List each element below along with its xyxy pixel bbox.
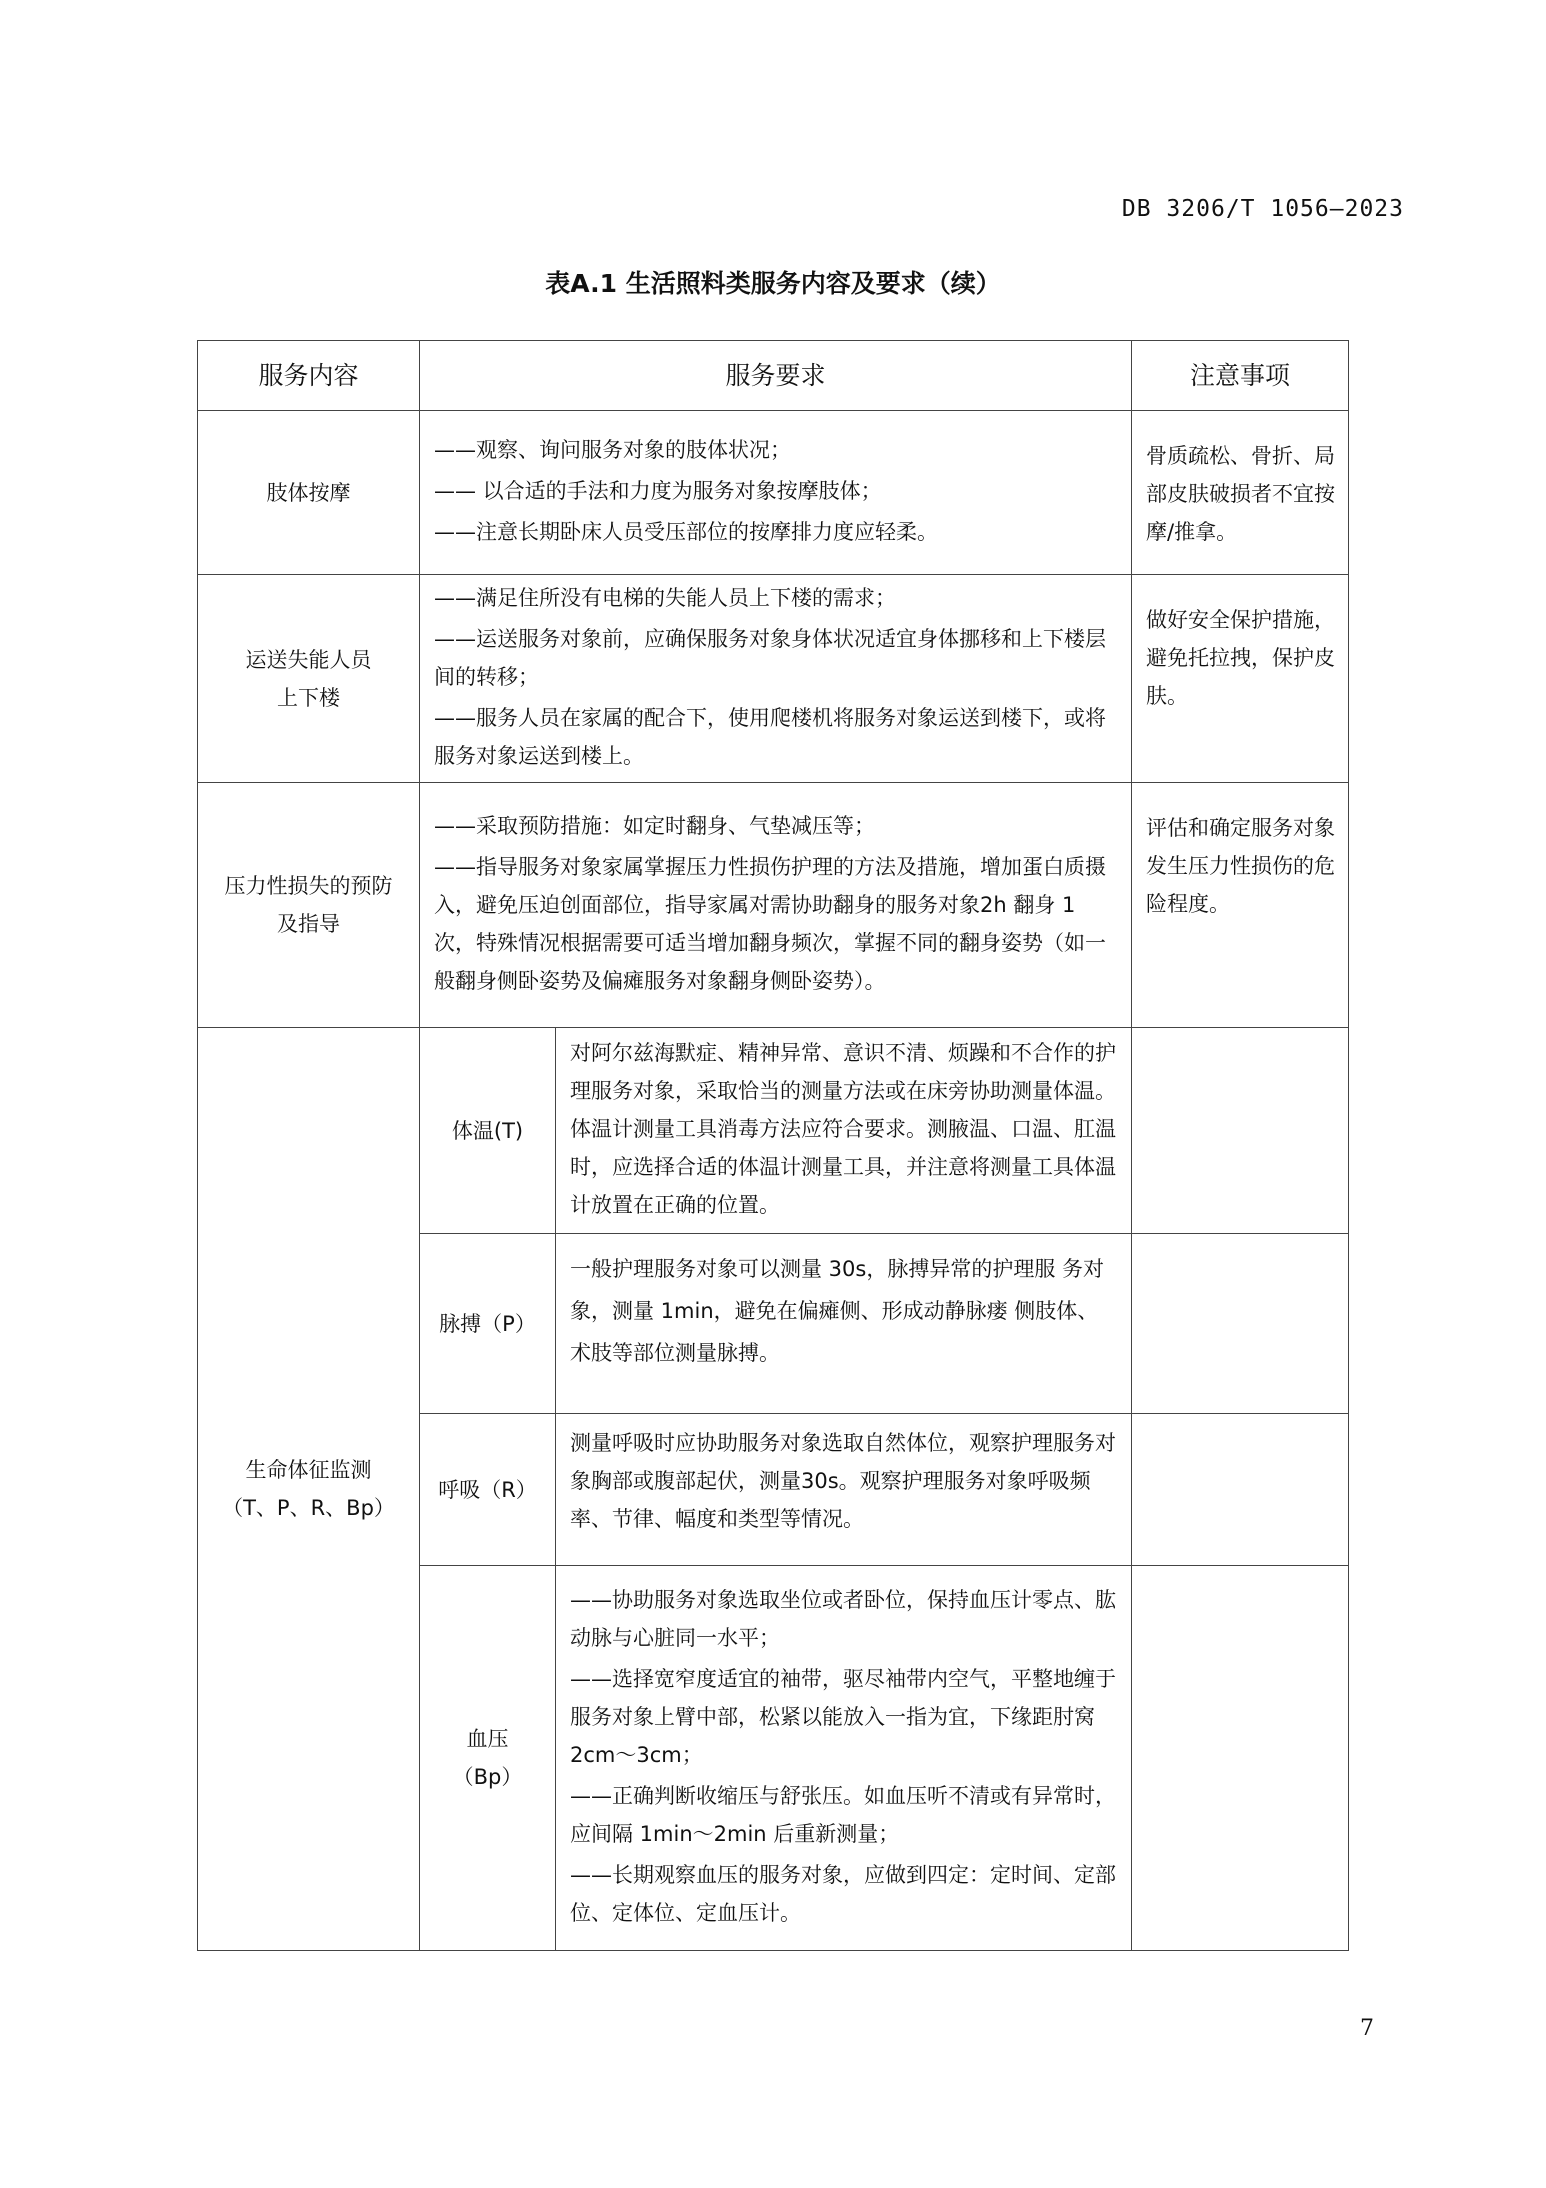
header-notes: 注意事项 xyxy=(1132,341,1349,411)
table-row xyxy=(198,783,1349,1028)
service-requirements-cell xyxy=(420,783,1132,1028)
requirement-item: ——采取预防措施：如定时翻身、气垫减压等； xyxy=(434,814,875,838)
requirement-item: ——正确判断收缩压与舒张压。如血压听不清或有异常时，应间隔 1min～2min 后重新测量； xyxy=(570,1784,1116,1846)
vital-sign-label: 呼吸（R） xyxy=(420,1414,556,1566)
header-service-requirements: 服务要求 xyxy=(420,341,1132,411)
requirement-item: ——观察、询问服务对象的肢体状况； xyxy=(434,438,791,462)
service-content-text: 运送失能人员 xyxy=(245,647,372,672)
service-content-text: 上下楼 xyxy=(277,685,340,710)
note-cell xyxy=(1132,1028,1349,1234)
requirement-item: 一般护理服务对象可以测量 30s，脉搏异常的护理服 务对象，测量 1min，避免在偏瘫侧、形成动静脉瘘 侧肢体、术肢等部位测量脉搏。 xyxy=(570,1257,1105,1365)
header-service-content: 服务内容 xyxy=(198,341,420,411)
service-content-cell xyxy=(198,411,420,575)
requirement-item: ——指导服务对象家属掌握压力性损伤护理的方法及措施，增加蛋白质摄入，避免压迫创面部位，指导家属对需协助翻身的服务对象2h 翻身 1 次，特殊情况根据需要可适当增加翻身频次，掌握不同的翻身姿势（如一般翻身侧卧姿势及偏瘫服务对象翻身侧卧姿势）。 xyxy=(434,855,1106,993)
requirement-item: 测量呼吸时应协助服务对象选取自然体位，观察护理服务对象胸部或腹部起伏，测量30s。观察护理服务对象呼吸频率、节律、幅度和类型等情况。 xyxy=(570,1431,1116,1531)
table-header-row xyxy=(198,341,1349,411)
requirement-item: ——协助服务对象选取坐位或者卧位，保持血压计零点、肱动脉与心脏同一水平； xyxy=(570,1588,1116,1650)
service-content-text: 生命体征监测 xyxy=(245,1458,372,1482)
table-row xyxy=(198,1028,1349,1234)
service-requirements-cell xyxy=(420,411,1132,575)
vital-sign-label: （Bp） xyxy=(452,1765,523,1789)
requirement-item: —— 以合适的手法和力度为服务对象按摩肢体； xyxy=(434,479,882,503)
requirement-item: ——满足住所没有电梯的失能人员上下楼的需求； xyxy=(434,586,896,610)
service-requirements-cell xyxy=(556,1028,1132,1234)
service-content-text: 肢体按摩 xyxy=(266,480,351,505)
note-cell: 评估和确定服务对象发生压力性损伤的危险程度。 xyxy=(1132,783,1349,1028)
vital-sign-label: 体温(T) xyxy=(420,1028,556,1234)
note-cell: 骨质疏松、骨折、局部皮肤破损者不宜按摩/推拿。 xyxy=(1132,411,1349,575)
service-content-cell xyxy=(198,575,420,783)
service-content-text: 及指导 xyxy=(277,912,340,936)
note-cell xyxy=(1132,1414,1349,1566)
requirement-item: ——服务人员在家属的配合下，使用爬楼机将服务对象运送到楼下，或将服务对象运送到楼上。 xyxy=(434,706,1106,768)
service-table xyxy=(197,340,1349,1951)
table-row xyxy=(198,411,1349,575)
service-requirements-cell xyxy=(556,1566,1132,1951)
note-cell xyxy=(1132,1566,1349,1951)
requirement-item: ——注意长期卧床人员受压部位的按摩排力度应轻柔。 xyxy=(434,520,938,544)
requirement-item: ——选择宽窄度适宜的袖带，驱尽袖带内空气，平整地缠于服务对象上臂中部，松紧以能放入一指为宜，下缘距肘窝 2cm～3cm； xyxy=(570,1667,1116,1767)
note-cell xyxy=(1132,1234,1349,1414)
table-title: 表A.1 生活照料类服务内容及要求（续） xyxy=(545,269,1001,298)
service-content-cell xyxy=(198,1028,420,1951)
vital-sign-label: 脉搏（P） xyxy=(420,1234,556,1414)
document-code: DB 3206/T 1056—2023 xyxy=(1121,196,1404,222)
service-requirements-cell xyxy=(420,575,1132,783)
service-content-text: （T、P、R、Bp） xyxy=(222,1496,395,1520)
vital-sign-label-cell xyxy=(420,1566,556,1951)
requirement-item: ——运送服务对象前，应确保服务对象身体状况适宜身体挪移和上下楼层间的转移； xyxy=(434,627,1106,689)
table-row xyxy=(198,575,1349,783)
page-number: 7 xyxy=(1360,2016,1374,2041)
service-requirements-cell xyxy=(556,1414,1132,1566)
requirement-item: ——长期观察血压的服务对象，应做到四定：定时间、定部位、定体位、定血压计。 xyxy=(570,1863,1116,1925)
service-requirements-cell xyxy=(556,1234,1132,1414)
vital-sign-label: 血压 xyxy=(466,1727,509,1751)
requirement-item: 对阿尔兹海默症、精神异常、意识不清、烦躁和不合作的护理服务对象，采取恰当的测量方法或在床旁协助测量体温。体温计测量工具消毒方法应符合要求。测腋温、口温、肛温时，应选择合适的体温计测量工具，并注意将测量工具体温计放置在正确的位置。 xyxy=(570,1041,1116,1217)
service-content-cell xyxy=(198,783,420,1028)
service-content-text: 压力性损失的预防 xyxy=(224,874,393,898)
note-cell: 做好安全保护措施，避免托拉拽，保护皮肤。 xyxy=(1132,575,1349,783)
